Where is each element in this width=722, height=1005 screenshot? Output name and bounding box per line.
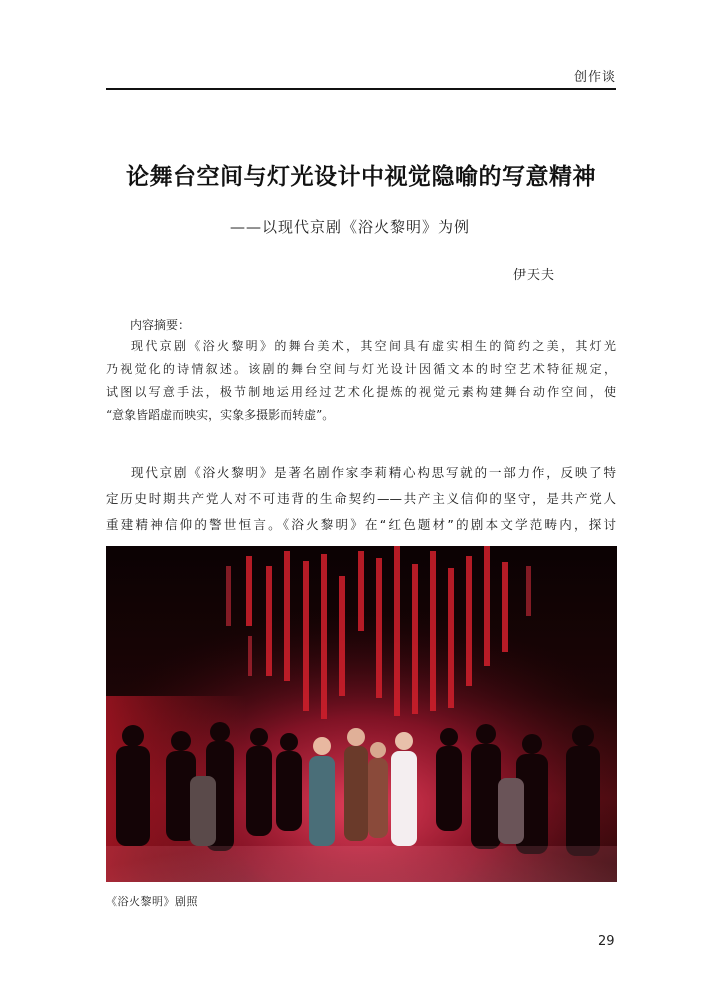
body-line: 现代京剧《浴火黎明》是著名剧作家李莉精心构思写就的一部力作，反映了特 [131, 465, 616, 480]
abstract-line: 现代京剧《浴火黎明》的舞台美术，其空间具有虚实相生的简约之美，其灯光 [131, 339, 616, 353]
abstract-paragraph [106, 335, 616, 427]
article-author: 伊天夫 [513, 268, 556, 283]
body-line: 定历史时期共产党人对不可违背的生命契约——共产主义信仰的坚守，是共产党人 [106, 491, 616, 506]
stage-photo-illustration [106, 546, 617, 882]
section-header: 创作谈 [573, 70, 616, 85]
body-paragraph [106, 460, 616, 538]
stage-photo [106, 546, 617, 882]
page-number: 29 [598, 934, 615, 949]
abstract-line: 乃视觉化的诗情叙述。该剧的舞台空间与灯光设计因循文本的时空艺术特征规定， [106, 362, 616, 376]
header-rule [106, 88, 616, 90]
figure-caption: 《浴火黎明》剧照 [106, 895, 198, 908]
abstract-label: 内容摘要： [130, 318, 191, 332]
article-subtitle: ——以现代京剧《浴火黎明》为例 [230, 218, 471, 236]
body-line: 重建精神信仰的警世恒言。《浴火黎明》在“红色题材”的剧本文学范畴内，探讨 [106, 517, 616, 532]
abstract-line: “意象皆蹈虚而映实，实象多摄影而转虚”。 [106, 408, 335, 422]
abstract-line: 试图以写意手法，极节制地运用经过艺术化提炼的视觉元素构建舞台动作空间，使 [106, 385, 616, 399]
article-title: 论舞台空间与灯光设计中视觉隐喻的写意精神 [126, 164, 596, 190]
